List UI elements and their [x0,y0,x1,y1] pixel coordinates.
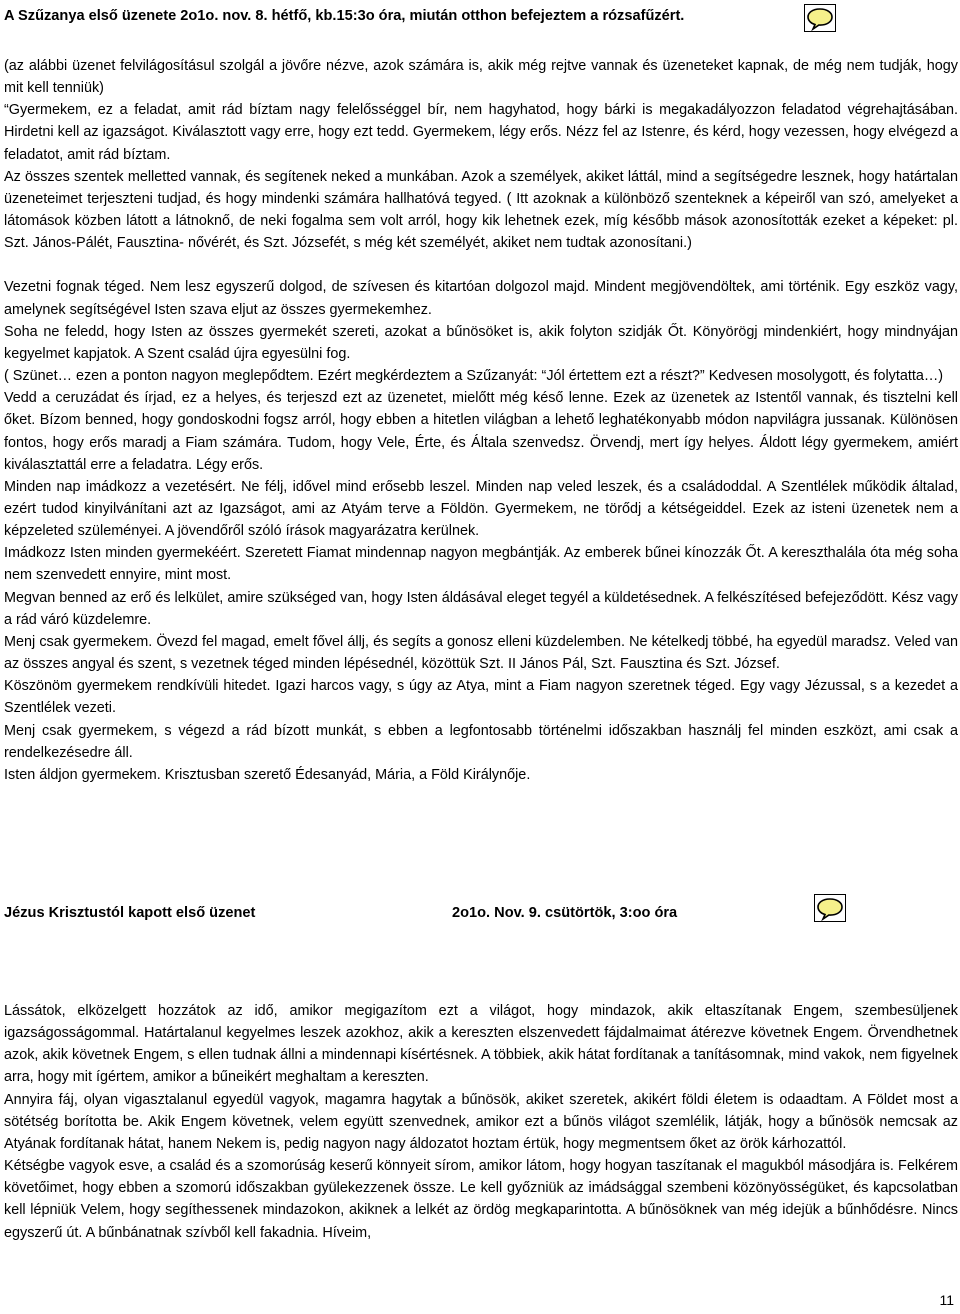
second-message-body [4,1000,958,1244]
page-number: 11 [939,1292,954,1308]
paragraph: Vedd a ceruzádat és írjad, ez a helyes, és terjeszd ezt az üzenetet, mielőtt még késő lenne. Ezek az üzenetek az Istentől vannak, és tisztelni kell őket. Bízom benned, hogy gondoskodni fogsz arról, hogy ebben a hitetlen világban a lehető leghatékonyabb módon napvilágra jussanak. Különösen fontos, hogy erős maradj a Fiam számára. Tudom, hogy Vele, Érte, és Általa szenvedsz. Örvendj, mert így helyes. Áldott légy gyermekem, amiért kiválasztattál erre a feladatra. Légy erős. [4,390,958,473]
paragraph: Az összes szentek melletted vannak, és segítenek neked a munkában. Azok a személyek, akiket láttál, mind a segítségedre lesznek, hogy határtalan üzeneteimet terjeszteni tudjad, és hogy mindenki számára hallhatóvá tegyed. ( Itt azoknak a különböző szenteknek a képeiről van szó, amelyeket a látomások közben látott a látnoknő, de neki fogalma sem volt arról, hogy kik lehetnek ezek, míg később mások azonosították ezeket a képeket: pl. Szt. János-Pálét, Fausztina- nővérét, és Szt. Józsefét, s még két személyét, akiket nem tudtak azonosítani.) [4,168,958,252]
paragraph: (az alábbi üzenet felvilágosításul szolgál a jövőre nézve, azok számára is, akik még rejtve vannak és üzeneteket kapnak, de még nem tudják, hogy mit kell tenniük) [4,58,958,97]
paragraph: Isten áldjon gyermekem. Krisztusban szerető Édesanyád, Mária, a Föld Királynője. [4,766,531,783]
paragraph: Menj csak gyermekem, s végezd a rád bízott munkát, s ebben a legfontosabb történelmi időszakban használj fel minden eszközt, ami csak a rendelkezésedre áll. [4,722,958,761]
first-message-body [4,55,958,786]
paragraph: Minden nap imádkozz a vezetésért. Ne félj, idővel mind erősebb leszel. Minden nap veled leszek, és a családoddal. A Szentlélek működik általad, ezért tudod kinyilvánítani azt az Igazságot, ami az Atyám terve a Földön. Gyermekem, ne törődj a kétségeiddel. Ezek az isteni üzenetek nem a képzeleted szüleményei. A jövendőről szóló írások magyarázatra kerülnek. [4,478,958,540]
paragraph: Imádkozz Isten minden gyermekéért. Szeretett Fiamat mindennap nagyon megbántják. Az emberek bűnei kínozzák Őt. A kereszthalála óta még soha nem szenvedett ennyire, mint most. [4,545,958,584]
paragraph: “Gyermekem, ez a feladat, amit rád bíztam nagy felelősséggel bír, nem hagyhatod, hogy bárki is megakadályozzon feladatod végrehajtásában. Hirdetni kell az igazságot. Kiválasztott vagy erre, hogy ezt tedd. Gyermekem, légy erős. Nézz fel az Istenre, és kérd, hogy vezessen, hogy elvégezd a feladatot, amit rád bíztam. [4,102,958,163]
second-message-date: 2o1o. Nov. 9. csütörtök, 3:oo óra [452,905,678,921]
paragraph-spacer [4,254,958,276]
paragraph: Annyira fáj, olyan vigasztalanul egyedül vagyok, magamra hagytak a bűnösök, akiket szeretek, akikért földi életem is odaadtam. A Földet most a sötétség borította be. Akik Engem követnek, velem együtt szenvednek, amikor ezt a bűnös világot szemlélik, látják, hogy a bűnösök nemcsak az Atyának fordítanak hátat, hanem Nekem is, pedig nagyon nagy áldozatot hoztam értük, hogy megmentsem őket az örök kárhozattól. [4,1091,958,1152]
paragraph: Megvan benned az erő és lelkület, amire szükséged van, hogy Isten áldásával eleget tegyél a küldetésednek. A felkészítésed befejeződött. Kész vagy a rád váró küzdelemre. [4,589,958,628]
speech-bubble-icon[interactable] [814,894,846,922]
paragraph: ( Szünet… ezen a ponton nagyon meglepődtem. Ezért megkérdeztem a Szűzanyát: “Jól értettem ezt a részt?” Kedvesen mosolygott, és folytatta…) [4,368,944,385]
paragraph: Kétségbe vagyok esve, a család és a szomorúság keserű könnyeit sírom, amikor látom, hogy hogyan taszítanak el magukból másodjára is. Felkérem követőimet, hogy ebben a szomorú időszakban gyülekezzenek össze. Le kell győzniük az imádsággal szembeni közönyösségüket, és kapcsolatban kell lépniük Velem, hogy segíthessenek mindazokon, akiknek a lelkét az ördög megkaparintotta. A bűnösöknek van még idejük a bűnhődésre. Nincs egyszerű út. A bűnbánatnak szívből kell fakadnia. Híveim, [4,1158,958,1241]
paragraph: Soha ne feledd, hogy Isten az összes gyermekét szereti, azokat a bűnösöket is, akik folyton szidják Őt. Könyörögj mindenkiért, hogy mindnyájan kegyelmet kapjatok. A Szent család újra egyesülni fog. [4,323,958,362]
paragraph: Vezetni fognak téged. Nem lesz egyszerű dolgod, de szívesen és kitartóan dolgozol majd. Mindent megjövendöltek, ami történik. Egy eszköz vagy, amelynek segítségével Isten szava eljut az összes gyermekemhez. [4,279,958,318]
speech-bubble-icon[interactable] [804,4,836,32]
paragraph: Köszönöm gyermekem rendkívüli hitedet. Igazi harcos vagy, s úgy az Atya, mint a Fiam nagyon szeretnek téged. Egy vagy Jézussal, s a kezedet a Szentlélek vezeti. [4,678,958,717]
paragraph: Menj csak gyermekem. Övezd fel magad, emelt fővel állj, és segíts a gonosz elleni küzdelemben. Ne kételkedj többé, ha egyedül maradsz. Veled van az összes angyal és szent, s vezetnek téged minden lépésednél, közöttük Szt. II János Pál, Szt. Fausztina és Szt. József. [4,633,958,673]
paragraph: Lássátok, elközelgett hozzátok az idő, amikor megigazítom ezt a világot, hogy mindazok, akik eltaszítanak Engem, szembesüljenek igazságosságommal. Határtalanul kegyelmes leszek azokhoz, akik a kereszten elszenvedett fájdalmaimat átérezve követnek Engem. Örvendhetnek azok, akik követnek Engem, s ellen tudnak állni a mindennapi kísértésnek. A többiek, akik hátat fordítanak a tanításomnak, mind vakok, nem figyelnek arra, hogy mit ígértem, amikor a bűneikért meghaltam a kereszten. [4,1003,958,1086]
second-message-title: Jézus Krisztustól kapott első üzenet [4,905,256,921]
message-heading: A Szűzanya első üzenete 2o1o. nov. 8. hétfő, kb.15:3o óra, miután otthon befejeztem a rózsafűzért. [4,8,685,24]
